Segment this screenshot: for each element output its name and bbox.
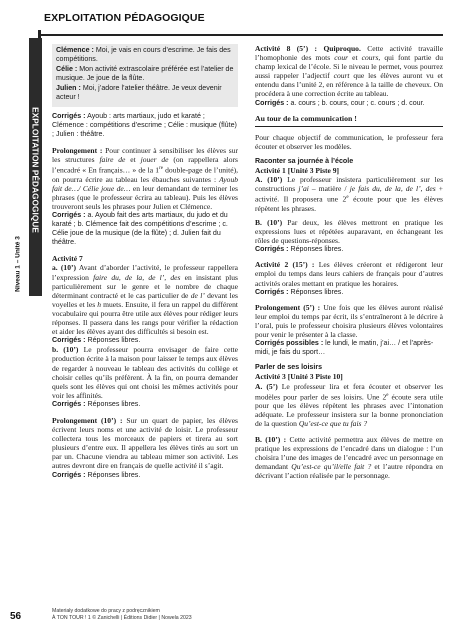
text-run: de l’: [190, 290, 205, 300]
dialogue-line: [56, 84, 234, 102]
answers-label: Corrigés :: [255, 98, 289, 107]
answers-block: [52, 112, 238, 139]
extension-paragraph-2: [52, 416, 238, 471]
answers-block: [255, 99, 443, 108]
text-run: Le professeur insistera particulièrement sur les constructions: [255, 175, 443, 194]
answers-label: Corrigés :: [255, 287, 289, 296]
answers-block: [255, 245, 443, 254]
page-number: 56: [10, 611, 22, 622]
text-run: Cette activité travaille l’homophonie des mots: [255, 44, 443, 63]
answers-block: [52, 336, 238, 345]
text-run: Qu’est-ce qu’il/elle fait ?: [291, 461, 372, 471]
left-column: [52, 44, 238, 480]
answers-text: Ayoub : arts martiaux, judo et karaté ; Clémence : compétitions d’escrime ; Célie : musique (flûte) ; Julien : théâtre.: [52, 111, 237, 138]
side-tab-label: EXPLOITATION PÉDAGOGIQUE: [30, 107, 40, 233]
text-run: Le professeur pourra envisager de faire cette production écrite à la maison pour laisser le temps aux élèves de regarder à nouveau le tableau des activités du collège et choisir celles qu’ils préfèrent. À la fin, on pourra demander quels sont les élèves qui ont choisi les mêmes activités pour voir les affinités.: [52, 345, 238, 400]
answers-text: a. cours ; b. cours, cour ; c. cours ; d. cour.: [288, 98, 425, 107]
text-run: Par deux, les élèves mettront en pratique les expressions lues et répétées auparavant, en échangeant les rôles de questions-réponses.: [255, 218, 443, 246]
speaker-text: Moi, je vais en cours d’escrime. Je fais des compétitions.: [56, 46, 231, 64]
footer-credits: [52, 608, 252, 621]
answers-text: le lundi, le matin, j’ai… / et l’après-midi, je fais du sport…: [255, 339, 434, 357]
activity-7a: [52, 263, 238, 336]
text-run: Le professeur lira et fera écouter et observer les modèles pour parler de ses loisirs. Une 2: [255, 381, 443, 402]
activity-3-title: Activité 3 [Unité 3 Piste 10]: [255, 372, 343, 382]
extension-label: Prolongement :: [52, 145, 103, 155]
answers-text: Réponses libres.: [85, 399, 141, 408]
text-run: devant les voyelles et les: [52, 290, 238, 309]
text-run: court: [333, 71, 350, 81]
dialogue-box: [52, 44, 238, 107]
text-run: muets. Ensuite, il fera un rappel du différent vocabulaire qui pourra être utile aux élèves pour rédiger leurs réponses. Il passera dans les rangs pour vérifier la rédaction et aider les élèves ayant des difficultés si besoin est.: [52, 299, 238, 337]
answers-label: Corrigés possibles :: [255, 339, 324, 348]
activity-1a: [255, 175, 443, 213]
text-run: faire de: [99, 154, 126, 164]
text-run: j’ai: [298, 184, 309, 194]
step-label: A. (5’): [255, 381, 278, 391]
dialogue-line: [56, 65, 234, 83]
answers-text: Réponses libres.: [85, 470, 141, 479]
extension-label: Prolongement (10’) :: [52, 415, 123, 425]
superscript: e: [346, 195, 349, 201]
activity-label: Activité 8 (5’) : Quiproquo.: [255, 44, 361, 53]
text-run: double-page de l’unité), on pourra écrire au tableau les ébauches suivantes :: [52, 165, 239, 184]
activity-7-title: Activité 7: [52, 254, 83, 264]
page-header-title: EXPLOITATION PÉDAGOGIQUE: [44, 12, 205, 24]
text-run: en insistant plus particulièrement sur le genre et le nombre de chaque déterminant contracté et le cas particulier de: [52, 272, 238, 300]
step-label: a. (10’): [52, 263, 76, 273]
answers-text: Réponses libres.: [85, 336, 141, 345]
answers-label: Corrigés :: [52, 336, 86, 345]
subsection-title: Parler de ses loisirs: [255, 363, 323, 372]
text-run: (on rappellera alors l’encadré « En français… » de la 1: [52, 154, 238, 175]
communication-intro: Pour chaque objectif de communication, le professeur fera écouter et observer les modèles.: [255, 132, 443, 151]
subsection-title: Raconter sa journée à l’école: [255, 156, 354, 165]
answers-label: Corrigés :: [255, 245, 289, 254]
text-run: Qu’est-ce que tu fais ?: [298, 419, 368, 429]
activity-8: [255, 44, 443, 99]
text-run: écoute pour que les élèves répètent les phrases.: [255, 194, 443, 213]
level-unit-label: Niveau 1 – Unité 3: [14, 236, 22, 292]
text-run: + activité. Il proposera une 2: [255, 184, 443, 204]
answers-label: Corrigés :: [52, 470, 86, 479]
footer-line: Materiały dodatkowe do pracy z podręcznikiem: [52, 608, 160, 614]
superscript: e: [386, 392, 389, 398]
answers-label: Corrigés :: [52, 399, 86, 408]
text-run: je fais du, de la, de l’, des: [349, 184, 436, 194]
text-run: Avant d’aborder l’activité, le professeur rappellera l’expression: [52, 263, 239, 282]
step-label: B. (10’) :: [255, 434, 287, 444]
activity-label: Activité 2 (15’) :: [255, 260, 315, 270]
text-run: que les élèves auront vu et entendu dans l’unité 2, en référence à la taille de cheveux. On procédera à une correction écrite au tableau.: [255, 71, 444, 99]
text-run: et: [348, 53, 362, 63]
answers-block: [52, 400, 238, 409]
step-label: b. (10’): [52, 345, 79, 355]
step-label: B. (10’): [255, 218, 283, 228]
activity-3a: [255, 382, 443, 429]
speaker-name: Julien :: [56, 84, 81, 93]
answers-text: Réponses libres.: [288, 287, 344, 296]
text-run: faire du, de la, de l’, des: [93, 272, 181, 282]
answers-text: a. Ayoub fait des arts martiaux, du judo et du karaté ; b. Clémence fait des compétitions d’escrime ; c. Célie joue de la musique (de la flûte) ; d. Julien fait du théâtre.: [52, 211, 228, 247]
text-run: cours: [361, 53, 379, 63]
speaker-text: Mon activité extrascolaire préférée est l’atelier de musique. Je joue de la flûte.: [56, 65, 234, 83]
activity-7b: [52, 345, 238, 400]
answers-text: Réponses libres.: [288, 245, 344, 254]
extension-paragraph-right: [255, 303, 443, 339]
text-run: écoute sera utile pour que les élèves répètent les phrases avec l’intonation adéquate. Le professeur insistera sur la bonne prononciation de la question: [255, 392, 443, 429]
activity-2: [255, 260, 443, 287]
header-marker: [38, 30, 41, 38]
activity-1b: [255, 218, 443, 245]
text-run: Sur un quart de papier, les élèves écrivent leurs noms et une activité de loisir. Le professeur collectera tous les morceaux de papiers et tirera au sort plusieurs d’entre eux. Il appellera les élèves tirés au sort un par un. Chacune viendra au tableau mimer son activité. Les autres devront dire en français de quelle activité il s’agit.: [52, 415, 238, 471]
text-run: – matière /: [308, 184, 350, 194]
text-run: Ayoub fait de…/ Célie joue de…: [52, 174, 238, 193]
superscript: re: [159, 166, 163, 172]
text-run: Une fois que les élèves auront réalisé leur emploi du temps par écrit, ils s’entraîneront à le décrire à l’oral, puis le professeur choisira plusieurs élèves volontaires pour venir le présenter à la classe.: [255, 302, 444, 340]
footer-line: À TON TOUR ! 1 © Zanichelli | Éditions Didier | Nowela 2023: [52, 614, 192, 621]
text-run: Pour continuer à sensibiliser les élèves sur les structures: [52, 145, 238, 164]
speaker-name: Célie :: [56, 65, 78, 74]
text-run: cour: [334, 53, 349, 63]
answers-block: [255, 288, 443, 297]
text-run: , qui font partie du champ lexical de l’école. Si le niveau le permet, vous pourrez aussi rappeler l’adjectif: [255, 53, 443, 81]
text-run: jouer de: [140, 154, 169, 164]
activity-1-title: Activité 1 [Unité 3 Piste 9]: [255, 166, 340, 176]
text-run: en leur demandant de terminer les phrases (que le professeur écrira au tableau). Puis les élèves trouveront seuls les phrases pour Julien et Clémence.: [52, 183, 238, 211]
dialogue-line: [56, 46, 234, 64]
answers-label: Corrigés :: [52, 111, 86, 120]
extension-label: Prolongement (5’) :: [255, 302, 321, 312]
speaker-text: Moi, j’adore l’atelier théâtre. Je veux devenir acteur !: [56, 84, 222, 102]
answers-block: [52, 211, 238, 247]
text-run: h: [97, 299, 102, 309]
answers-label: Corrigés :: [52, 211, 86, 220]
activity-3b: [255, 435, 443, 480]
text-run: et: [125, 154, 141, 164]
right-column: [255, 44, 443, 480]
extension-paragraph: [52, 146, 238, 211]
answers-block: [255, 339, 443, 357]
communication-section-title: Au tour de la communication !: [255, 114, 443, 127]
text-run: et l’autre répondra en décrivant l’action réalisée par le personnage.: [255, 461, 444, 480]
speaker-name: Clémence :: [56, 46, 94, 54]
step-label: A. (10’): [255, 175, 283, 185]
text-run: Cette activité permettra aux élèves de mettre en pratique les expressions de l’encadré dans un dialogue : l’un choisira l’une des images de l’encadré avec un personnage en demandant: [255, 434, 443, 471]
answers-block: [52, 471, 238, 480]
text-run: Les élèves créeront et rédigeront leur emploi du temps dans leurs cahiers de français pour d’autres activités orales mettant en pratique les horaires.: [255, 260, 443, 288]
